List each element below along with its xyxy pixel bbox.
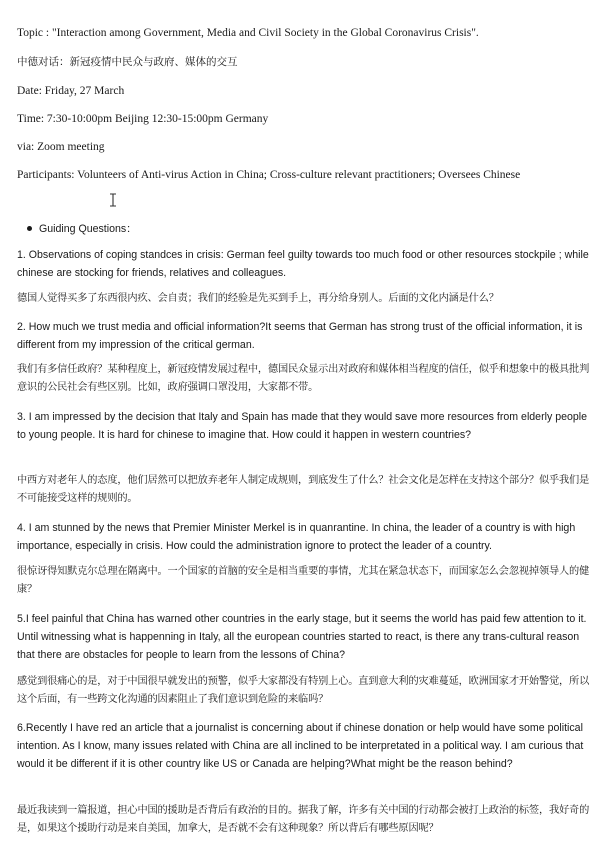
topic-line: Topic : "Interaction among Government, Media and Civil Society in the Global Coronavirus Crisis". — [17, 27, 479, 39]
guiding-questions-heading — [27, 220, 137, 238]
text-cursor-icon — [109, 193, 117, 207]
question-1-en: 1. Observations of coping standces in crisis: German feel guilty towards too much food or other resources stockpile ; while chinese are stocking for friends, relatives and colleagues. — [17, 249, 589, 279]
question-4-cn: 很惊讶得知默克尔总理在隔离中。一个国家的首脑的安全是相当重要的事情，尤其在紧急状态下，而国家怎么会忽视掉领导人的健康？ — [17, 566, 590, 595]
via-line: via: Zoom meeting — [17, 141, 105, 153]
question-1-cn: 德国人觉得买多了东西很内疚、会自责；我们的经验是先买到手上，再分给身别人。后面的文化内涵是什么？ — [17, 293, 499, 304]
question-5-en: 5.I feel painful that China has warned other countries in the early stage, but it seems the world has paid few attention to it. Until witnessing what is happenning in Italy, all the european countries started to react, is there any trans-cultural reason that there are obstacles for people to learn from the lessons of China? — [17, 613, 587, 661]
time-line: Time: 7:30-10:00pm Beijing 12:30-15:00pm Germany — [17, 113, 269, 125]
guiding-questions-label: Guiding Questions： — [39, 223, 137, 235]
question-2-cn: 我们有多信任政府？某种程度上，新冠疫情发展过程中，德国民众显示出对政府和媒体相当程度的信任，似乎和想象中的极具批判意识的公民社会有些区别。比如，政府强调口罩没用，大家都不带。 — [17, 364, 590, 393]
participants-line: Participants: Volunteers of Anti-virus Action in China; Cross-culture relevant practitioners; Oversees Chinese — [17, 169, 521, 181]
bullet-icon — [27, 226, 32, 231]
question-6-en: 6.Recently I have red an article that a journalist is concerning about if chinese donation or help would have some political intention. As I know, many issues related with China are all inclined to be interpretated in a political way. I am curious that would it be different if it is other country like US or Canada are helping?What might be the reason behind? — [17, 722, 584, 770]
question-6-cn: 最近我读到一篇报道，担心中国的援助是否背后有政治的目的。据我了解，许多有关中国的行动都会被打上政治的标签，我好奇的是，如果这个援助行动是来自美国，加拿大，是否就不会有这种现象？所以背后有哪些原因呢？ — [17, 805, 590, 834]
question-4-en: 4. I am stunned by the news that Premier Minister Merkel is in quanrantine. In china, the leader of a country is with high importance, especially in crisis. How could the administration ignore to protect the leader of a country. — [17, 522, 576, 552]
question-3-en: 3. I am impressed by the decision that Italy and Spain has made that they would save more resources from elderly people to young people. It is hard for chinese to imagine that. How could it happen in western countries? — [17, 411, 588, 441]
question-2-en: 2. How much we trust media and official information?It seems that German has strong trust of the official information, it is different from my impression of the critical german. — [17, 321, 583, 351]
question-5-cn: 感觉到很痛心的是，对于中国很早就发出的预警，似乎大家都没有特别上心。直到意大利的灾难蔓延，欧洲国家才开始警觉，所以这个后面，有一些跨文化沟通的因素阻止了我们意识到危险的来临吗？ — [17, 676, 590, 705]
chinese-title: 中德对话：新冠疫情中民众与政府、媒体的交互 — [17, 56, 238, 68]
date-line: Date: Friday, 27 March — [17, 85, 125, 97]
question-3-cn: 中西方对老年人的态度，他们居然可以把放弃老年人制定成规则，到底发生了什么？社会文化是怎样在支持这个部分？似乎我们是不可能接受这样的规则的。 — [17, 475, 590, 504]
